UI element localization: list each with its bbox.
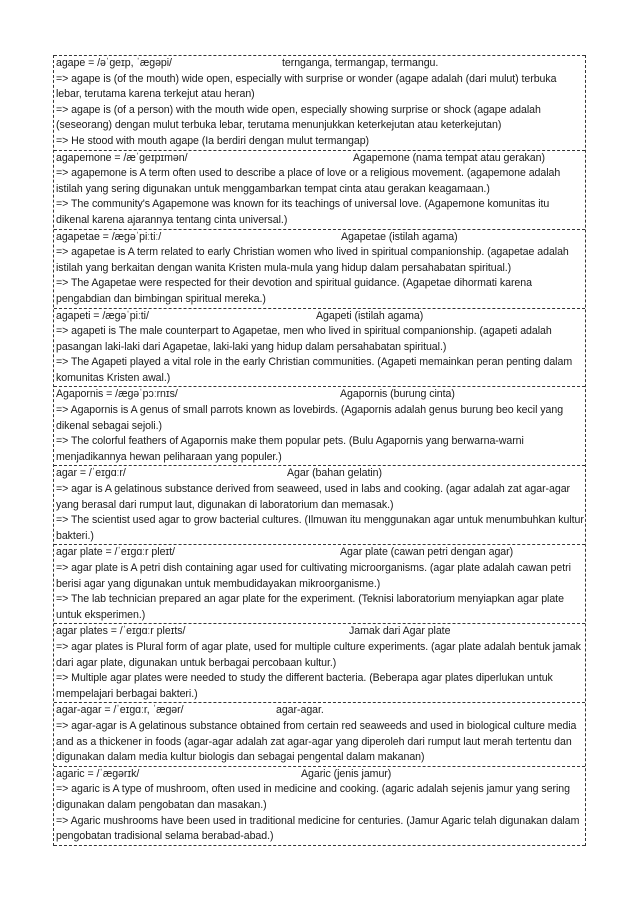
entry-term: agaric = /ˈæɡərɪk/ [56, 767, 140, 780]
entry-agar-agar [54, 702, 585, 765]
entry-example: => Agaric mushrooms have been used in traditional medicine for centuries. (Jamur Agaric telah digunakan dalam pengobatan tradisional selama berabad-abad.) [56, 814, 580, 843]
entry-translation: Agaric (jenis jamur) [301, 767, 392, 780]
entry-definition: => agar is A gelatinous substance derived from seaweed, used in labs and cooking. (agar adalah zat agar-agar yang berasal dari rumput laut, digunakan di laboratorium dan memasak.) [56, 483, 571, 511]
dictionary-page [53, 55, 586, 846]
entry-agapeti [54, 308, 585, 387]
entry-term: agapemone = /æˈɡeɪpɪmən/ [56, 151, 188, 164]
entry-agaric [54, 766, 585, 846]
entry-agape [54, 55, 585, 150]
entry-term: agapeti = /æɡəˈpiːti/ [56, 309, 149, 322]
entry-example: => Multiple agar plates were needed to study the different bacteria. (Beberapa agar plates diperlukan untuk mempelajari berbagai bakteri.) [56, 672, 553, 700]
entry-term: agar plate = /ˈeɪɡɑːr pleɪt/ [56, 546, 175, 559]
entry-heading [56, 309, 584, 325]
entry-agapemone [54, 150, 585, 229]
entry-heading [56, 56, 584, 72]
entry-agar-plates [54, 623, 585, 702]
entry-example: => The Agapeti played a vital role in the early Christian communities. (Agapeti memainkan peran penting dalam komunitas Kristen awal.) [56, 356, 573, 384]
entry-example: => The community's Agapemone was known for its teachings of universal love. (Agapemone komunitas itu dikenal karena ajarannya tentang cinta universal.) [56, 198, 550, 226]
entry-definition: => agar plates is Plural form of agar plate, used for multiple culture experiments. (agar plate adalah bentuk jamak dari agar plate, digunakan untuk berbagai percobaan kultur.) [56, 640, 581, 669]
entry-heading [56, 466, 584, 482]
entry-translation: ternganga, termangap, termangu. [282, 57, 439, 69]
entry-definition: => agapetae is A term related to early Christian women who lived in spiritual companionship. (agapetae adalah istilah yang berkaitan dengan wanita Kristen mula-mula yang hidup dalam persahabatan spiritual.) [56, 246, 569, 274]
entry-definition: => agar-agar is A gelatinous substance obtained from certain red seaweeds and used in biological culture media and as a thickener in foods (agar-agar adalah zat agar-agar yang diperoleh dari rumput laut merah tertentu dan digunakan dalam media kultur biologis dan sebagai pengental dalam makanan) [56, 719, 577, 764]
entry-translation: Agar (bahan gelatin) [287, 467, 382, 480]
entry-translation: Jamak dari Agar plate [349, 625, 451, 638]
entry-translation: Agapornis (burung cinta) [340, 388, 455, 401]
entry-definition: => agape is (of the mouth) wide open, especially with surprise or wonder (agape adalah (dari mulut) terbuka lebar, terutama karena terkejut atau heran) [56, 72, 557, 101]
entry-heading [56, 387, 584, 403]
entry-definition: => agar plate is A petri dish containing agar used for cultivating microorganisms. (agar plate adalah cawan petri berisi agar yang digunakan untuk membudidayakan mikroorganisme.) [56, 562, 571, 590]
entry-definition: => agaric is A type of mushroom, often used in medicine and cooking. (agaric adalah sejenis jamur yang sering digunakan dalam pengobatan dan masakan.) [56, 783, 570, 811]
entry-heading [56, 151, 584, 167]
entry-heading [56, 624, 584, 640]
entry-definition: => agapeti is The male counterpart to Agapetae, men who lived in spiritual companionship. (agapeti adalah pasangan laki-laki dari Agapetae, laki-laki yang hidup dalam persahabatan spiritual.) [56, 325, 552, 353]
entry-heading [56, 545, 584, 561]
entry-translation: Agapemone (nama tempat atau gerakan) [353, 151, 545, 164]
entry-example: => The colorful feathers of Agapornis make them popular pets. (Bulu Agapornis yang berwarna-warni menjadikannya hewan peliharaan yang populer.) [56, 435, 524, 463]
entry-translation: Agapetae (istilah agama) [341, 230, 458, 243]
entry-definition: => Agapornis is A genus of small parrots known as lovebirds. (Agapornis adalah genus burung beo kecil yang dikenal sebagai sejoli.) [56, 404, 564, 432]
entry-agapetae [54, 229, 585, 308]
entry-term: agar-agar = /ˈeɪɡɑːr, ˈæɡər/ [56, 704, 184, 717]
entry-term: Agapornis = /æɡəˈpɔːrnɪs/ [56, 388, 178, 401]
entry-example: => The lab technician prepared an agar plate for the experiment. (Teknisi laboratorium menyiapkan agar plate untuk eksperimen.) [56, 593, 564, 621]
entry-term: agape = /əˈɡeɪp, ˈæɡəpi/ [56, 57, 172, 69]
entry-translation: agar-agar. [276, 704, 324, 717]
entry-translation: Agar plate (cawan petri dengan agar) [340, 546, 514, 559]
entry-definition: => agape is (of a person) with the mouth wide open, especially showing surprise or shock (agape adalah (seseorang) dengan mulut terbuka lebar, terutama menunjukkan keterkejutan atau keterkejutan) [56, 103, 541, 132]
entry-term: agapetae = /æɡəˈpiːtiː/ [56, 230, 162, 243]
entry-agar [54, 465, 585, 544]
entry-heading [56, 703, 584, 719]
entry-example: => The scientist used agar to grow bacterial cultures. (Ilmuwan itu menggunakan agar untuk menumbuhkan kultur bakteri.) [56, 514, 584, 542]
entry-example: => The Agapetae were respected for their devotion and spiritual guidance. (Agapetae dihormati karena pengabdian dan bimbingan spiritual mereka.) [56, 277, 532, 305]
entry-term: agar plates = /ˈeɪɡɑːr pleɪts/ [56, 625, 186, 638]
entry-example: => He stood with mouth agape (Ia berdiri dengan mulut termangap) [56, 134, 370, 147]
entry-heading [56, 230, 584, 246]
entry-agar-plate [54, 544, 585, 623]
entry-heading [56, 767, 584, 783]
entry-term: agar = /ˈeɪɡɑːr/ [56, 467, 126, 480]
entry-definition: => agapemone is A term often used to describe a place of love or a religious movement. (agapemone adalah istilah yang sering digunakan untuk menggambarkan tempat cinta atau gerakan keagamaan.) [56, 167, 561, 195]
entry-translation: Agapeti (istilah agama) [316, 309, 424, 322]
entry-agapornis [54, 386, 585, 465]
